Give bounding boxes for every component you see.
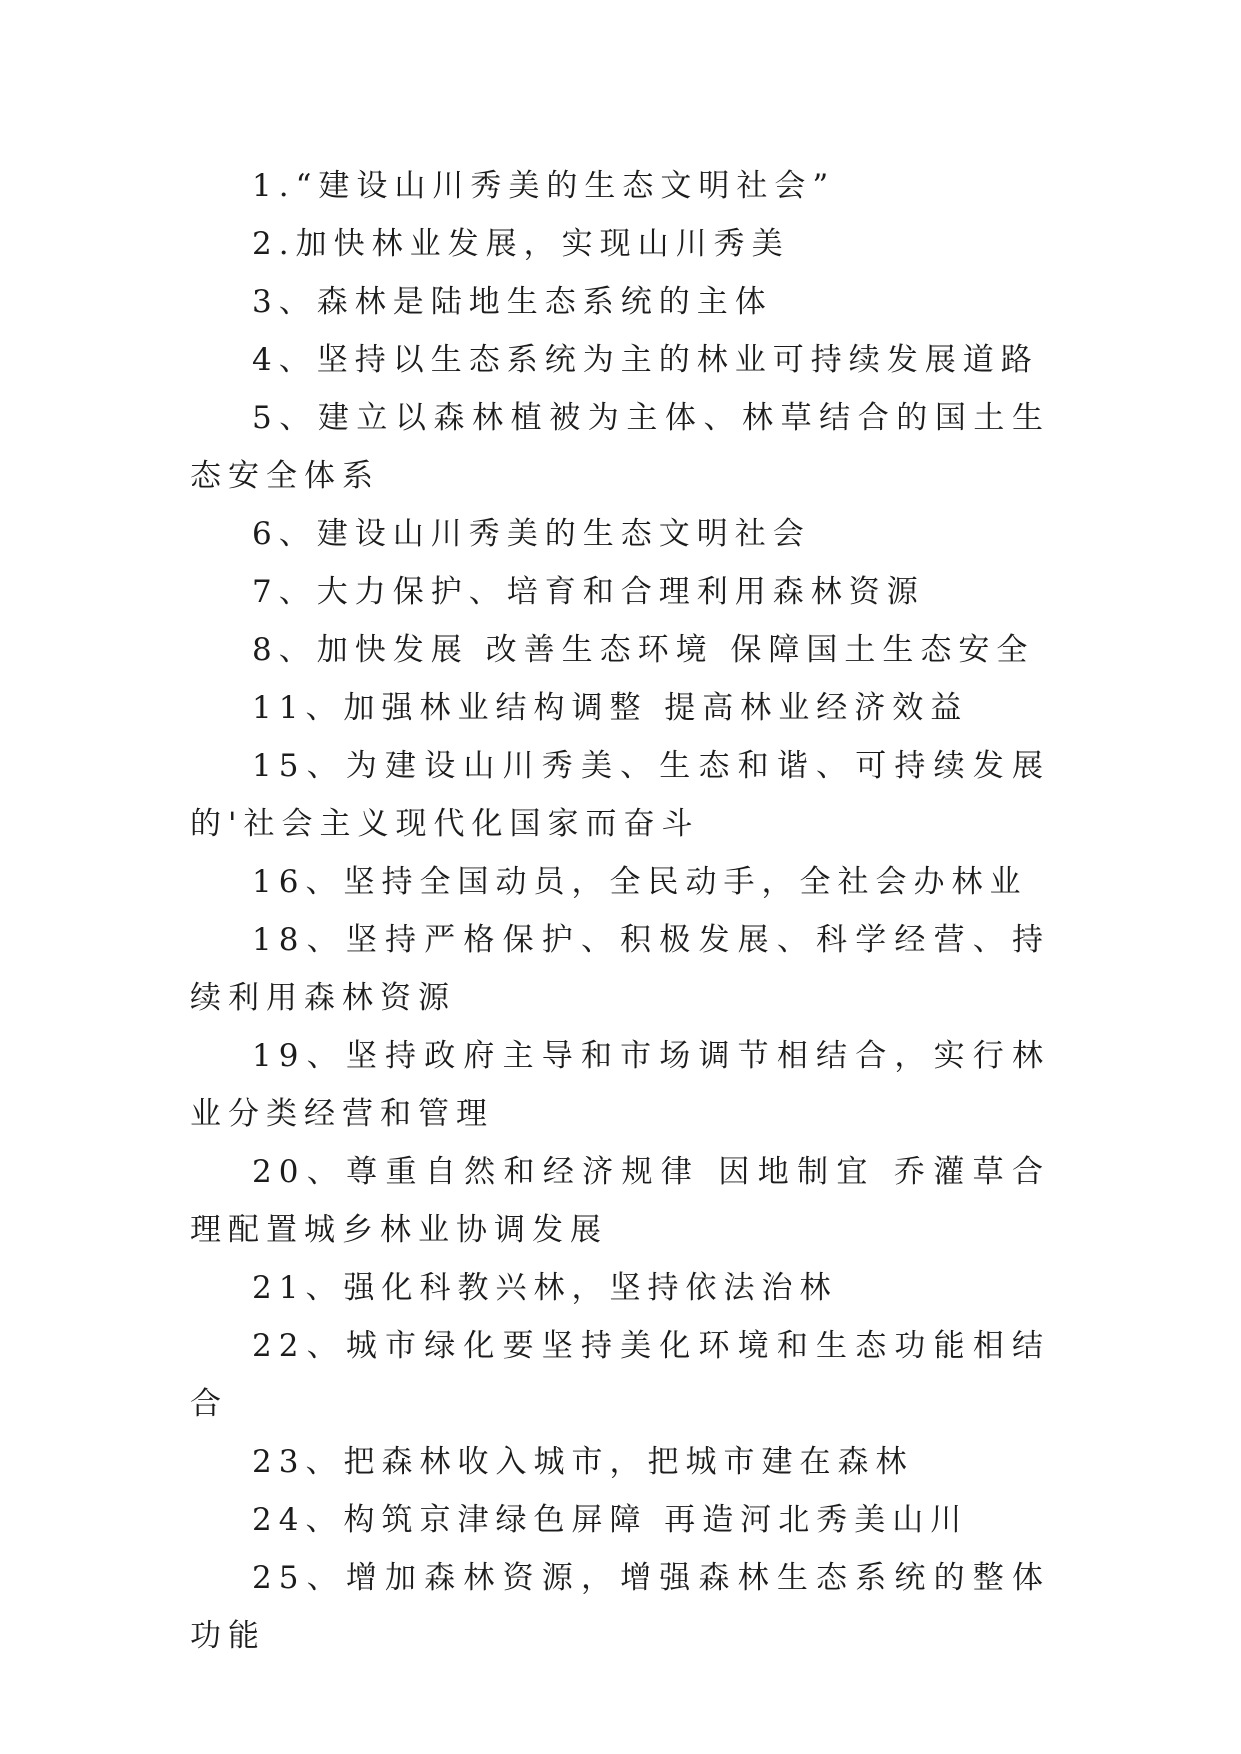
paragraph: 18、坚持严格保护、积极发展、科学经营、持续利用森林资源 bbox=[190, 922, 1050, 1016]
paragraph: 3、森林是陆地生态系统的主体 bbox=[252, 284, 773, 320]
paragraph: 21、强化科教兴林，坚持依法治林 bbox=[252, 1270, 838, 1306]
document-body bbox=[190, 157, 1050, 1665]
paragraph: 5、建立以森林植被为主体、林草结合的国土生态安全体系 bbox=[190, 400, 1050, 494]
paragraph: 23、把森林收入城市，把城市建在森林 bbox=[252, 1444, 914, 1480]
paragraph: 19、坚持政府主导和市场调节相结合，实行林业分类经营和管理 bbox=[190, 1038, 1050, 1132]
paragraph: 4、坚持以生态系统为主的林业可持续发展道路 bbox=[252, 342, 1039, 378]
paragraph: 8、加快发展 改善生态环境 保障国土生态安全 bbox=[252, 632, 1035, 668]
paragraph: 20、尊重自然和经济规律 因地制宜 乔灌草合理配置城乡林业协调发展 bbox=[190, 1154, 1050, 1248]
paragraph: 24、构筑京津绿色屏障 再造河北秀美山川 bbox=[252, 1502, 969, 1538]
paragraph: 6、建设山川秀美的生态文明社会 bbox=[252, 516, 811, 552]
paragraph: 7、大力保护、培育和合理利用森林资源 bbox=[252, 574, 925, 610]
paragraph: 22、城市绿化要坚持美化环境和生态功能相结合 bbox=[190, 1328, 1050, 1422]
paragraph: 16、坚持全国动员，全民动手，全社会办林业 bbox=[252, 864, 1028, 900]
paragraph: 25、增加森林资源，增强森林生态系统的整体功能 bbox=[190, 1560, 1050, 1654]
paragraph: 2.加快林业发展，实现山川秀美 bbox=[252, 226, 790, 262]
paragraph: 15、为建设山川秀美、生态和谐、可持续发展的'社会主义现代化国家而奋斗 bbox=[190, 748, 1050, 842]
paragraph: 11、加强林业结构调整 提高林业经济效益 bbox=[252, 690, 969, 726]
paragraph: 1.“建设山川秀美的生态文明社会” bbox=[252, 168, 836, 204]
